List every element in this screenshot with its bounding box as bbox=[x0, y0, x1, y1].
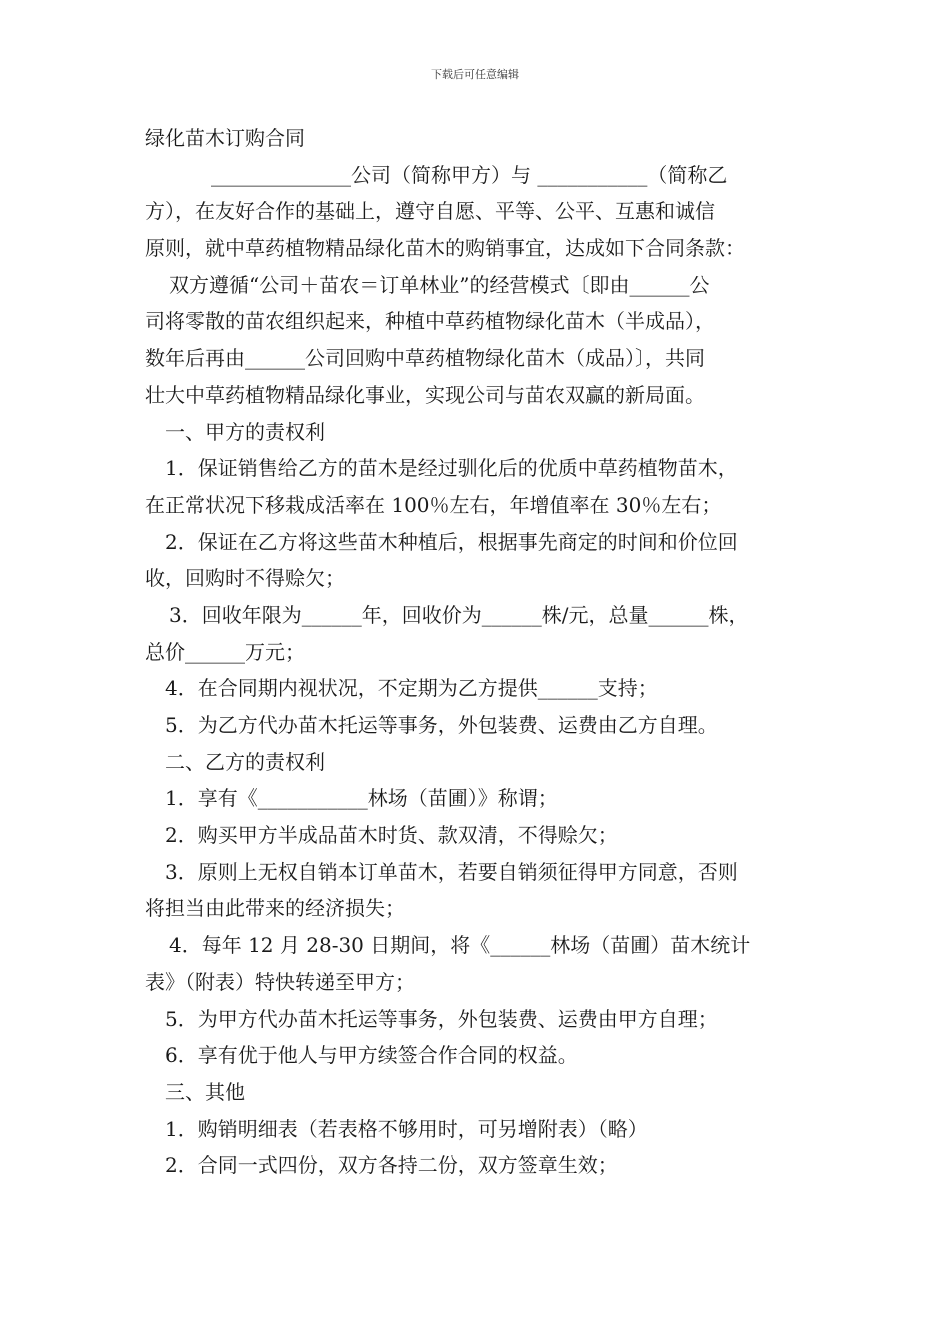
clause-line: 4．在合同期内视状况，不定期为乙方提供______支持； bbox=[165, 676, 658, 701]
clause-line: 2．合同一式四份，双方各持二份，双方签章生效； bbox=[165, 1153, 618, 1178]
clause-line: 4．每年 12 月 28-30 日期间，将《______林场（苗圃）苗木统计 bbox=[169, 933, 751, 958]
clause-line: 3．原则上无权自销本订单苗木，若要自销须征得甲方同意，否则 bbox=[165, 859, 738, 884]
clause-line: 收，回购时不得赊欠； bbox=[145, 566, 345, 591]
clause-line: 2．购买甲方半成品苗木时货、款双清，不得赊欠； bbox=[165, 823, 618, 848]
body-line: 司将零散的苗农组织起来，种植中草药植物绿化苗木（半成品）， bbox=[145, 309, 715, 334]
header-note: 下载后可任意编辑 bbox=[431, 68, 519, 81]
clause-line: 1．保证销售给乙方的苗木是经过驯化后的优质中草药植物苗木， bbox=[165, 456, 738, 481]
section-heading: 二、乙方的责权利 bbox=[165, 749, 325, 774]
body-line: 壮大中草药植物精品绿化事业，实现公司与苗农双赢的新局面。 bbox=[145, 382, 705, 407]
clause-line: 表》（附表）特快转递至甲方； bbox=[145, 969, 415, 994]
clause-line: 在正常状况下移栽成活率在 100％左右，年增值率在 30％左右； bbox=[145, 492, 722, 517]
body-line: 数年后再由______公司回购中草药植物绿化苗木（成品）〕，共同 bbox=[145, 346, 705, 371]
clause-line: 6．享有优于他人与甲方续签合作合同的权益。 bbox=[165, 1043, 578, 1068]
contract-body bbox=[145, 120, 815, 1184]
party-intro-line: ______________公司（简称甲方）与 ___________（简称乙 bbox=[211, 162, 728, 187]
clause-line: 总价______万元； bbox=[145, 639, 305, 664]
clause-line: 2．保证在乙方将这些苗木种植后，根据事先商定的时间和价位回 bbox=[165, 529, 738, 554]
section-heading: 一、甲方的责权利 bbox=[165, 419, 325, 444]
body-line: 方），在友好合作的基础上，遵守自愿、平等、公平、互惠和诚信 bbox=[145, 199, 715, 224]
clause-line: 3．回收年限为______年，回收价为______株/元，总量______株， bbox=[169, 602, 749, 627]
section-heading: 三、其他 bbox=[165, 1079, 245, 1104]
document-title: 绿化苗木订购合同 bbox=[145, 126, 305, 150]
body-line: 原则，就中草药植物精品绿化苗木的购销事宜，达成如下合同条款： bbox=[145, 236, 745, 261]
clause-line: 1．享有《___________林场（苗圃）》称谓； bbox=[165, 786, 558, 811]
clause-line: 将担当由此带来的经济损失； bbox=[145, 896, 405, 921]
clause-line: 1．购销明细表（若表格不够用时，可另增附表）（略） bbox=[165, 1116, 648, 1141]
body-line: 双方遵循“公司＋苗农＝订单林业”的经营模式〔即由______公 bbox=[169, 272, 710, 297]
clause-line: 5．为乙方代办苗木托运等事务，外包装费、运费由乙方自理。 bbox=[165, 713, 718, 737]
clause-line: 5．为甲方代办苗木托运等事务，外包装费、运费由甲方自理； bbox=[165, 1006, 718, 1031]
